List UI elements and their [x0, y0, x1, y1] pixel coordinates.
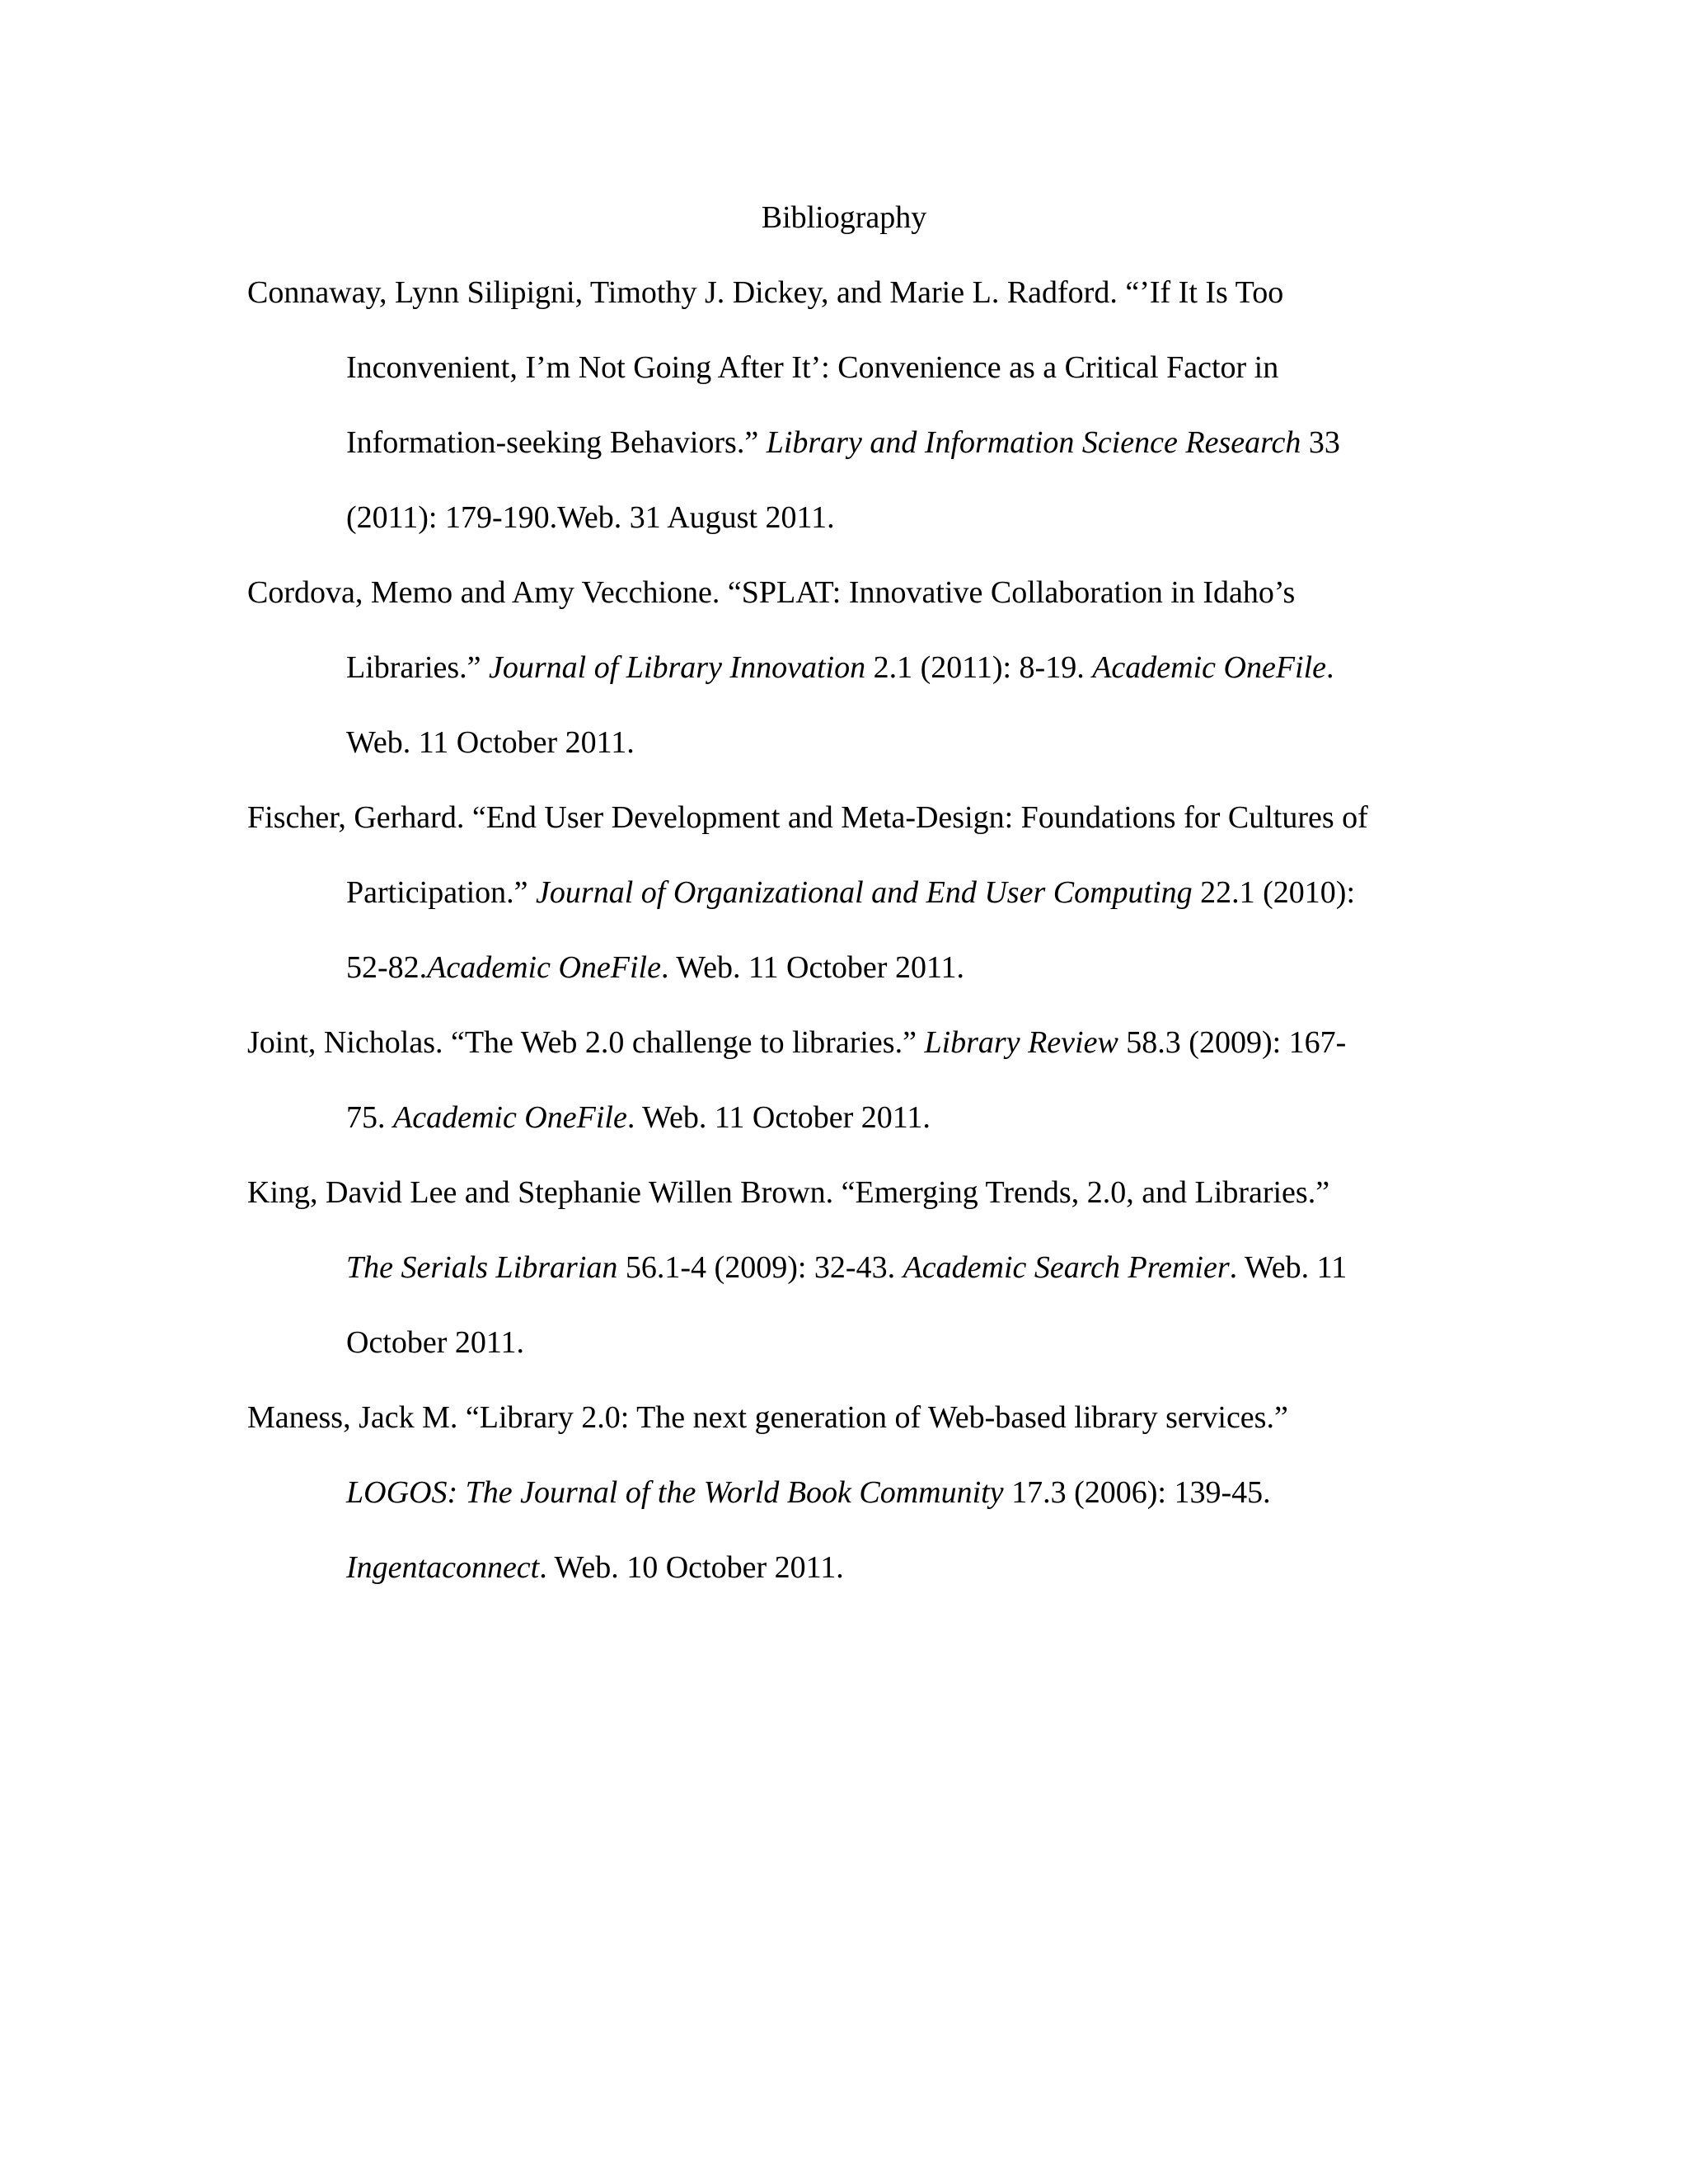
- entry-cordova-line-1: Cordova, Memo and Amy Vecchione. “SPLAT: Innovative Collaboration in Idaho’s: [247, 575, 1296, 610]
- database-name: Academic OneFile: [427, 950, 661, 985]
- entry-maness-line-3: Ingentaconnect. Web. 10 October 2011.: [346, 1550, 844, 1585]
- journal-title: LOGOS: The Journal of the World Book Community: [346, 1475, 1004, 1510]
- entry-connaway-line-3: Information-seeking Behaviors.” Library and Information Science Research 33: [346, 425, 1340, 460]
- entry-king-line-3: October 2011.: [346, 1325, 524, 1360]
- journal-title: Library and Information Science Research: [766, 425, 1301, 460]
- entry-maness-line-2: LOGOS: The Journal of the World Book Community 17.3 (2006): 139-45.: [346, 1475, 1271, 1510]
- database-name: Academic OneFile: [1092, 650, 1327, 685]
- database-name: Ingentaconnect: [346, 1550, 540, 1585]
- journal-title: Journal of Organizational and End User Computing: [536, 875, 1193, 910]
- entry-fischer-line-2: Participation.” Journal of Organizational and End User Computing 22.1 (2010):: [346, 875, 1356, 910]
- entry-connaway-line-2: Inconvenient, I’m Not Going After It’: Convenience as a Critical Factor in: [346, 350, 1279, 385]
- journal-title: Library Review: [924, 1025, 1118, 1060]
- journal-title: Journal of Library Innovation: [489, 650, 866, 685]
- entry-joint-line-2: 75. Academic OneFile. Web. 11 October 2011.: [346, 1100, 931, 1135]
- journal-title: The Serials Librarian: [346, 1250, 618, 1285]
- entry-cordova-line-3: Web. 11 October 2011.: [346, 725, 635, 760]
- entry-fischer-line-1: Fischer, Gerhard. “End User Development and Meta-Design: Foundations for Cultures of: [247, 800, 1368, 835]
- database-name: Academic Search Premier: [903, 1250, 1230, 1285]
- entry-fischer-line-3: 52-82.Academic OneFile. Web. 11 October 2011.: [346, 950, 965, 985]
- entry-cordova-line-2: Libraries.” Journal of Library Innovation 2.1 (2011): 8-19. Academic OneFile.: [346, 650, 1334, 685]
- entry-connaway-line-1: Connaway, Lynn Silipigni, Timothy J. Dickey, and Marie L. Radford. “’If It Is Too: [247, 275, 1284, 310]
- entry-joint-line-1: Joint, Nicholas. “The Web 2.0 challenge to libraries.” Library Review 58.3 (2009): 167-: [247, 1025, 1347, 1060]
- database-name: Academic OneFile: [393, 1100, 627, 1135]
- entry-connaway-line-4: (2011): 179-190.Web. 31 August 2011.: [346, 500, 835, 535]
- page-title: Bibliography: [761, 200, 927, 235]
- entry-king-line-2: The Serials Librarian 56.1-4 (2009): 32-43. Academic Search Premier. Web. 11: [346, 1250, 1348, 1285]
- entry-king-line-1: King, David Lee and Stephanie Willen Brown. “Emerging Trends, 2.0, and Libraries.”: [247, 1175, 1330, 1210]
- entry-maness-line-1: Maness, Jack M. “Library 2.0: The next generation of Web-based library services.”: [247, 1400, 1288, 1435]
